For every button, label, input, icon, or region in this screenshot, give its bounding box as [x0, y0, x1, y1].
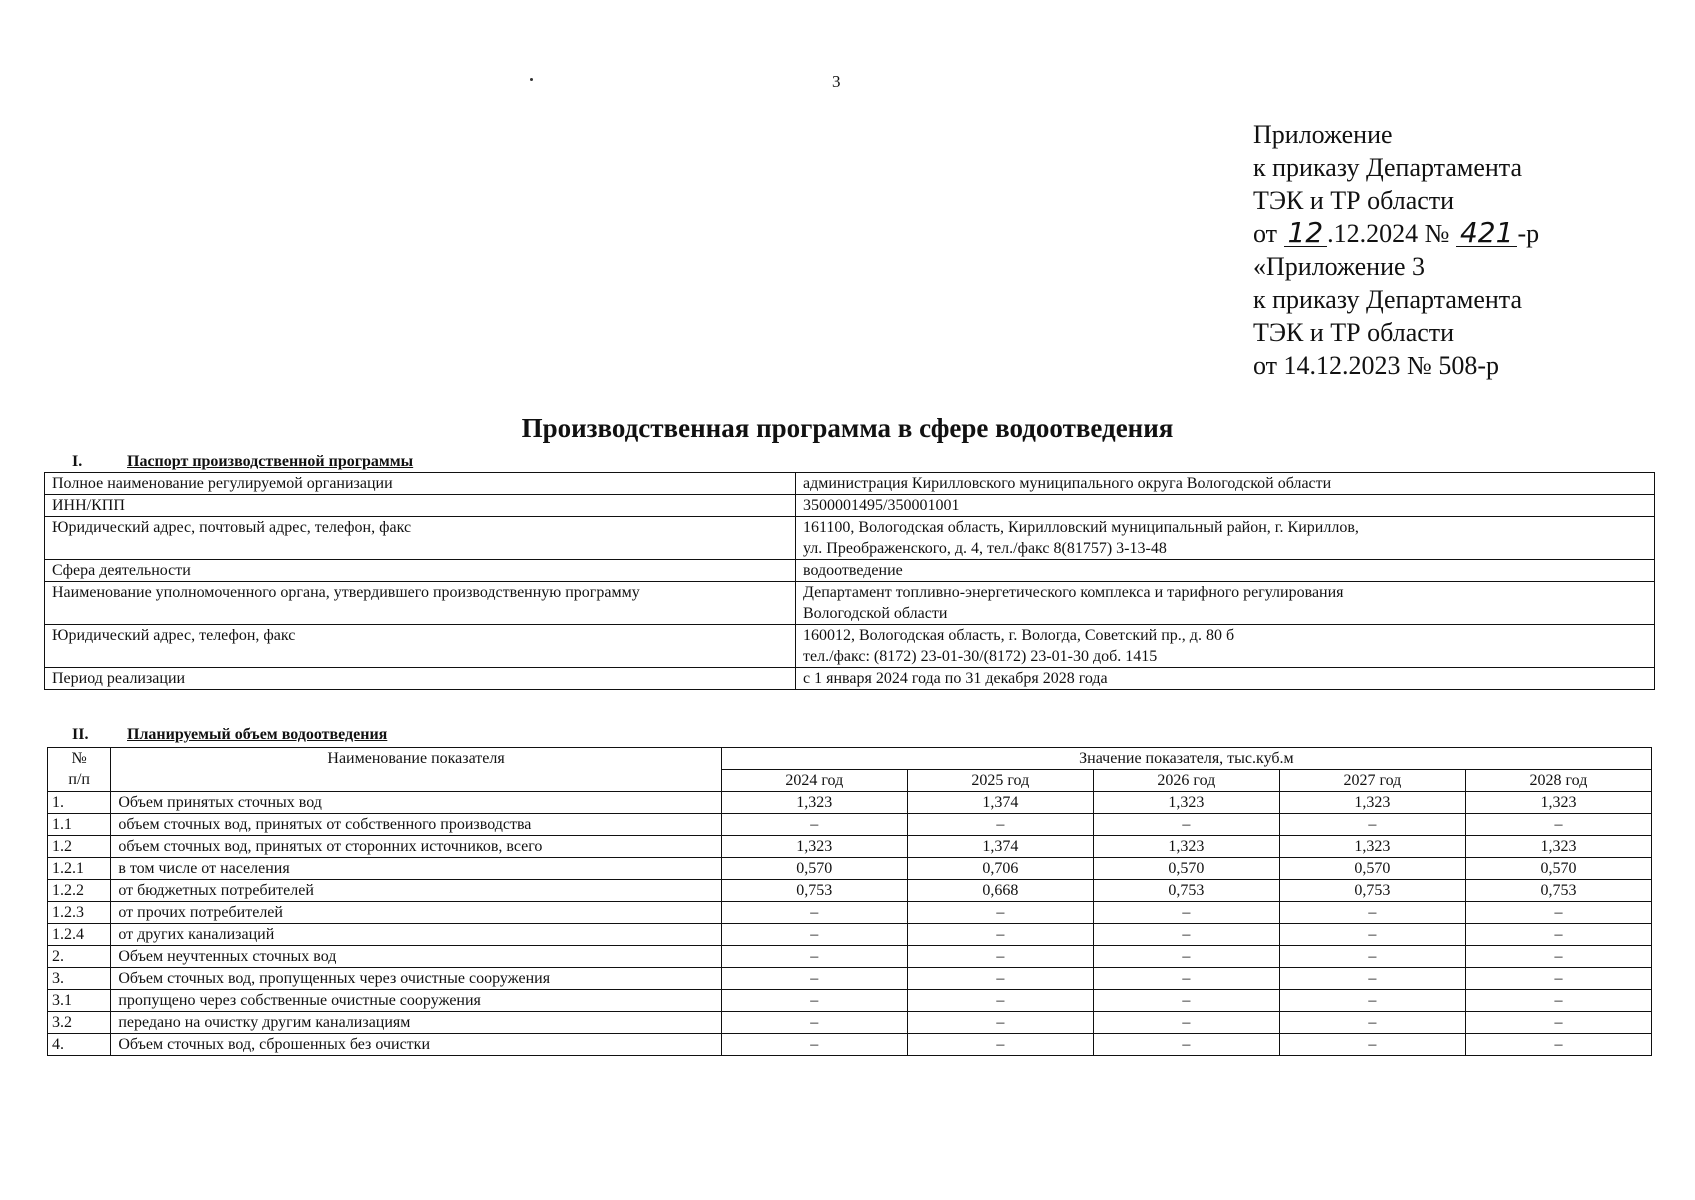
table-row	[48, 946, 1652, 968]
row-number-cell: 1.	[48, 792, 111, 814]
indicator-name-cell: объем сточных вод, принятых от сторонних источников, всего	[111, 836, 721, 858]
row-number-cell: 1.2.2	[48, 880, 111, 902]
indicator-name-cell: передано на очистку другим канализациям	[111, 1012, 721, 1034]
appendix-line: ТЭК и ТР области	[1253, 318, 1455, 347]
table-row	[48, 814, 1652, 836]
passport-value-cell	[796, 473, 1655, 495]
value-cell: –	[1279, 924, 1465, 946]
row-number-cell: 1.2.1	[48, 858, 111, 880]
value-cell: –	[1279, 946, 1465, 968]
appendix-line: к приказу Департамента	[1253, 285, 1523, 314]
passport-label-cell: Юридический адрес, почтовый адрес, телефон, факс	[45, 517, 796, 560]
row-number-cell: 1.2.3	[48, 902, 111, 924]
value-cell: –	[907, 924, 1093, 946]
table-row	[48, 792, 1652, 814]
value-cell: –	[1093, 1012, 1279, 1034]
value-cell: –	[721, 924, 907, 946]
table-header-row	[48, 748, 1652, 770]
value-cell: –	[1465, 902, 1651, 924]
value-cell: –	[721, 814, 907, 836]
value-cell: –	[721, 968, 907, 990]
indicator-name-cell: Объем сточных вод, пропущенных через очистные сооружения	[111, 968, 721, 990]
passport-value-line: 160012, Вологодская область, г. Вологда, Советский пр., д. 80 б	[803, 627, 1235, 644]
table-row	[48, 968, 1652, 990]
passport-value-cell	[796, 625, 1655, 668]
table-row	[48, 990, 1652, 1012]
value-cell: 1,323	[1465, 792, 1651, 814]
value-cell: –	[1465, 990, 1651, 1012]
row-number-cell: 1.2.4	[48, 924, 111, 946]
appendix-line: к приказу Департамента	[1253, 153, 1523, 182]
value-cell: –	[1093, 814, 1279, 836]
value-cell: 1,323	[1465, 836, 1651, 858]
table-row	[48, 858, 1652, 880]
appendix-line: от 14.12.2023 № 508-р	[1253, 351, 1499, 380]
handwritten-order-number: 421	[1456, 220, 1517, 247]
value-cell: –	[721, 902, 907, 924]
value-cell: 0,570	[721, 858, 907, 880]
indicator-name-cell: от других канализаций	[111, 924, 721, 946]
value-cell: –	[1465, 814, 1651, 836]
header-number-line1: №	[71, 750, 87, 767]
value-cell: 0,753	[1279, 880, 1465, 902]
section-1-label: Паспорт производственной программы	[127, 453, 414, 470]
passport-label-cell: ИНН/КПП	[45, 495, 796, 517]
indicator-name-cell: от бюджетных потребителей	[111, 880, 721, 902]
value-cell: –	[907, 1012, 1093, 1034]
indicator-name-cell: в том числе от населения	[111, 858, 721, 880]
table-row	[48, 836, 1652, 858]
passport-value-cell	[796, 668, 1655, 690]
value-cell: –	[1279, 1012, 1465, 1034]
indicator-name-cell: Объем неучтенных сточных вод	[111, 946, 721, 968]
passport-value-line: Вологодской области	[803, 605, 948, 622]
value-cell: –	[907, 902, 1093, 924]
header-indicator-name: Наименование показателя	[111, 748, 721, 792]
value-cell: –	[1093, 1034, 1279, 1056]
header-value-group: Значение показателя, тыс.куб.м	[721, 748, 1651, 770]
value-cell: 1,323	[1279, 792, 1465, 814]
value-cell: –	[907, 1034, 1093, 1056]
value-cell: –	[907, 814, 1093, 836]
header-year: 2024 год	[721, 770, 907, 792]
page-number: 3	[832, 72, 841, 91]
value-cell: 0,753	[1465, 880, 1651, 902]
header-year: 2027 год	[1279, 770, 1465, 792]
value-cell: –	[1465, 924, 1651, 946]
value-cell: –	[1279, 1034, 1465, 1056]
indicator-name-cell: Объем принятых сточных вод	[111, 792, 721, 814]
value-cell: –	[907, 946, 1093, 968]
table-row	[48, 1012, 1652, 1034]
passport-value-line: 161100, Вологодская область, Кирилловский муниципальный район, г. Кириллов,	[803, 519, 1359, 536]
value-cell: –	[721, 990, 907, 1012]
row-number-cell: 3.1	[48, 990, 111, 1012]
value-cell: –	[1093, 902, 1279, 924]
value-cell: –	[1279, 902, 1465, 924]
value-cell: –	[1093, 990, 1279, 1012]
header-year: 2028 год	[1465, 770, 1651, 792]
volume-table	[47, 747, 1652, 1056]
value-cell: 0,570	[1093, 858, 1279, 880]
value-cell: –	[1093, 946, 1279, 968]
passport-value-line: ул. Преображенского, д. 4, тел./факс 8(81757) 3-13-48	[803, 540, 1167, 557]
table-row	[45, 668, 1655, 690]
table-row	[45, 625, 1655, 668]
passport-value-line: тел./факс: (8172) 23-01-30/(8172) 23-01-30 доб. 1415	[803, 648, 1158, 665]
value-cell: 0,706	[907, 858, 1093, 880]
table-row	[48, 924, 1652, 946]
passport-label-cell: Наименование уполномоченного органа, утвердившего производственную программу	[45, 582, 796, 625]
passport-label-cell: Сфера деятельности	[45, 560, 796, 582]
indicator-name-cell: Объем сточных вод, сброшенных без очистки	[111, 1034, 721, 1056]
row-number-cell: 2.	[48, 946, 111, 968]
table-row	[48, 880, 1652, 902]
scan-dot	[530, 78, 533, 81]
value-cell: –	[1279, 814, 1465, 836]
passport-value-cell	[796, 517, 1655, 560]
passport-value-line: с 1 января 2024 года по 31 декабря 2028 года	[803, 670, 1108, 687]
passport-label-cell: Юридический адрес, телефон, факс	[45, 625, 796, 668]
header-year: 2025 год	[907, 770, 1093, 792]
passport-value-line: Департамент топливно-энергетического комплекса и тарифного регулирования	[803, 584, 1344, 601]
value-cell: –	[1279, 990, 1465, 1012]
value-cell: –	[721, 1012, 907, 1034]
value-cell: 0,668	[907, 880, 1093, 902]
appendix-line: Приложение	[1253, 120, 1393, 149]
indicator-name-cell: пропущено через собственные очистные сооружения	[111, 990, 721, 1012]
value-cell: –	[1465, 946, 1651, 968]
passport-table	[44, 472, 1655, 690]
section-2-heading	[72, 726, 387, 744]
indicator-name-cell: объем сточных вод, принятых от собственного производства	[111, 814, 721, 836]
handwritten-day: 12	[1284, 220, 1328, 247]
table-row	[45, 473, 1655, 495]
header-number	[48, 748, 111, 792]
row-number-cell: 1.1	[48, 814, 111, 836]
date-prefix: от	[1253, 219, 1278, 248]
row-number-cell: 4.	[48, 1034, 111, 1056]
value-cell: –	[1465, 1012, 1651, 1034]
table-row	[48, 902, 1652, 924]
appendix-line: «Приложение 3	[1253, 252, 1426, 281]
value-cell: 1,323	[1093, 836, 1279, 858]
value-cell: –	[1093, 924, 1279, 946]
value-cell: –	[721, 1034, 907, 1056]
appendix-line: ТЭК и ТР области	[1253, 186, 1455, 215]
order-suffix: -р	[1517, 219, 1540, 248]
value-cell: –	[1093, 968, 1279, 990]
table-row	[45, 582, 1655, 625]
table-row	[48, 1034, 1652, 1056]
document-title: Производственная программа в сфере водоотведения	[521, 413, 1174, 443]
row-number-cell: 3.	[48, 968, 111, 990]
value-cell: 1,323	[1093, 792, 1279, 814]
table-row	[45, 495, 1655, 517]
passport-label-cell: Полное наименование регулируемой организации	[45, 473, 796, 495]
section-2-number: II.	[72, 726, 89, 743]
value-cell: 0,753	[1093, 880, 1279, 902]
section-1-number: I.	[72, 453, 83, 470]
value-cell: –	[907, 990, 1093, 1012]
value-cell: –	[721, 946, 907, 968]
value-cell: –	[1465, 1034, 1651, 1056]
section-2-label: Планируемый объем водоотведения	[127, 726, 388, 743]
value-cell: 1,323	[721, 836, 907, 858]
passport-value-line: администрация Кирилловского муниципального округа Вологодской области	[803, 475, 1332, 492]
header-number-line2: п/п	[68, 771, 90, 788]
value-cell: 1,323	[1279, 836, 1465, 858]
passport-value-line: водоотведение	[803, 562, 903, 579]
header-year: 2026 год	[1093, 770, 1279, 792]
table-row	[45, 517, 1655, 560]
appendix-block	[1253, 118, 1539, 382]
row-number-cell: 1.2	[48, 836, 111, 858]
value-cell: –	[1279, 968, 1465, 990]
date-rest: .12.2024 №	[1327, 219, 1450, 248]
appendix-date-line	[1253, 217, 1539, 250]
passport-value-cell	[796, 582, 1655, 625]
value-cell: 0,570	[1465, 858, 1651, 880]
indicator-name-cell: от прочих потребителей	[111, 902, 721, 924]
value-cell: –	[907, 968, 1093, 990]
value-cell: 0,570	[1279, 858, 1465, 880]
value-cell: 1,374	[907, 836, 1093, 858]
value-cell: 1,323	[721, 792, 907, 814]
row-number-cell: 3.2	[48, 1012, 111, 1034]
value-cell: 1,374	[907, 792, 1093, 814]
passport-value-line: 3500001495/350001001	[803, 497, 960, 514]
passport-value-cell	[796, 560, 1655, 582]
passport-value-cell	[796, 495, 1655, 517]
table-row	[45, 560, 1655, 582]
value-cell: –	[1465, 968, 1651, 990]
value-cell: 0,753	[721, 880, 907, 902]
passport-label-cell: Период реализации	[45, 668, 796, 690]
section-1-heading	[72, 453, 413, 471]
